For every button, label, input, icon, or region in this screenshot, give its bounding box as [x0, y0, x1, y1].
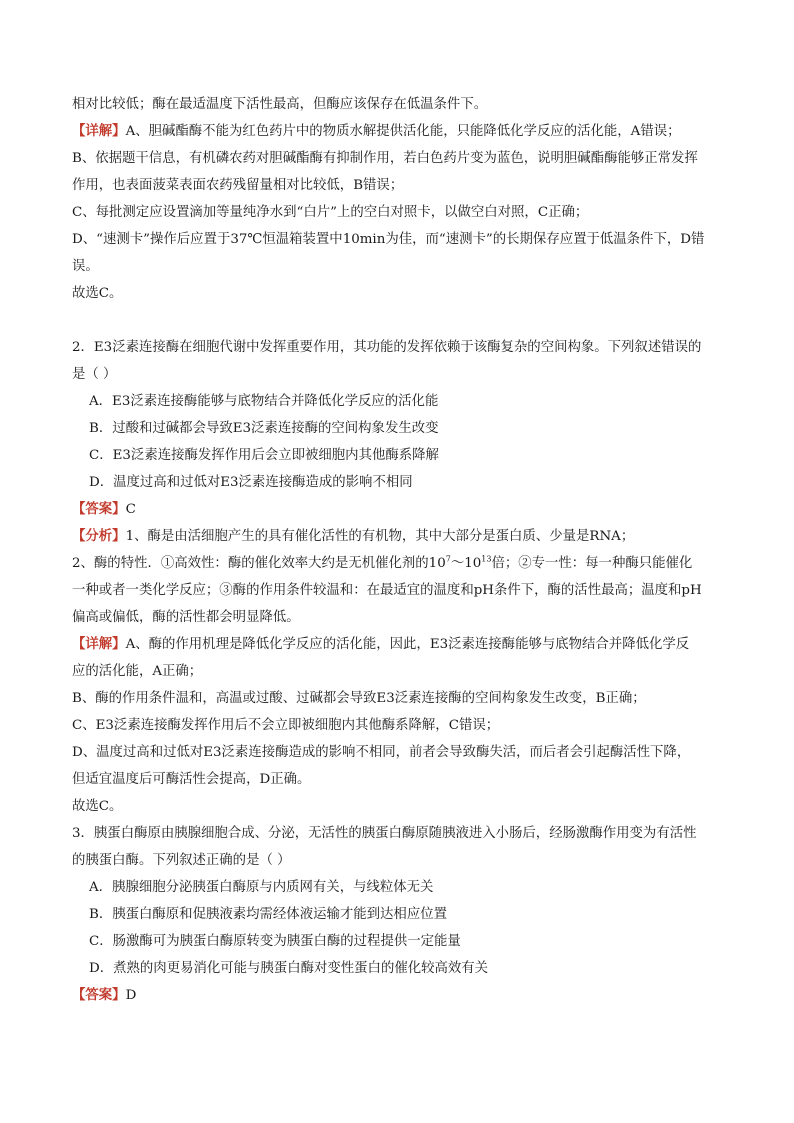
- analysis-line: 偏高或偏低，酶的活性都会明显降低。: [72, 610, 300, 625]
- document-body: [72, 91, 726, 1009]
- conclusion-line: 故选C。: [72, 799, 123, 814]
- analysis-text: 倍；②专一性：每一种酶只能催化: [491, 556, 693, 571]
- analysis-line: [72, 550, 726, 577]
- exponent: 13: [481, 554, 492, 564]
- text-line: 作用，也表面菠菜表面农药残留量相对比较低，B错误；: [72, 178, 404, 193]
- detail-tag: 【详解】: [72, 123, 126, 139]
- detail-line: [72, 631, 726, 658]
- question-3-option-d: D．煮熟的肉更易消化可能与胰蛋白酶对变性蛋白的催化较高效有关: [89, 961, 489, 976]
- analysis-line: [72, 523, 726, 550]
- detail-line: [72, 118, 726, 145]
- detail-text: A、酶的作用机理是降低化学反应的活化能，因此，E3泛素连接酶能够与底物结合并降低化学反: [125, 637, 690, 652]
- text-line: D、温度过高和过低对E3泛素连接酶造成的影响不相同，前者会导致酶失活，而后者会引起酶活性下降，: [72, 745, 691, 760]
- analysis-tag: 【分析】: [72, 528, 126, 544]
- text-line: 但适宜温度后可酶活性会提高，D正确。: [72, 772, 311, 787]
- text-line: D、“速测卡”操作后应置于37℃恒温箱装置中10min为佳，而“速测卡”的长期保存应置于低温条件下，D错: [72, 232, 705, 247]
- answer-tag: 【答案】: [72, 501, 126, 517]
- text-line: B、酶的作用条件温和，高温或过酸、过碱都会导致E3泛素连接酶的空间构象发生改变，B正确；: [72, 691, 646, 706]
- question-2-option-d: D．温度过高和过低对E3泛素连接酶造成的影响不相同: [89, 475, 413, 490]
- detail-tag: 【详解】: [72, 636, 126, 652]
- text-line: 应的活化能，A正确；: [72, 664, 203, 679]
- text-line: C、E3泛素连接酶发挥作用后不会立即被细胞内其他酶系降解，C错误；: [72, 718, 500, 733]
- analysis-text: 2、酶的特性．①高效性：酶的催化效率大约是无机催化剂的10: [72, 556, 446, 571]
- question-3-answer: [72, 982, 726, 1009]
- question-3-option-b: B．胰蛋白酶原和促胰液素均需经体液运输才能到达相应位置: [89, 907, 447, 922]
- question-2-option-a: A．E3泛素连接酶能够与底物结合并降低化学反应的活化能: [89, 394, 439, 409]
- analysis-text: ～10: [450, 556, 482, 571]
- text-line: 误。: [72, 259, 99, 274]
- question-3-option-a: A．胰腺细胞分泌胰蛋白酶原与内质网有关，与线粒体无关: [89, 880, 434, 895]
- answer-value: C: [125, 502, 136, 517]
- question-3-stem-cont: 的胰蛋白酶。下列叙述正确的是（ ）: [72, 853, 291, 868]
- question-3-option-c: C．肠激酶可为胰蛋白酶原转变为胰蛋白酶的过程提供一定能量: [89, 934, 461, 949]
- question-2-option-c: C．E3泛素连接酶发挥作用后会立即被细胞内其他酶系降解: [89, 448, 439, 463]
- question-2-answer: [72, 496, 726, 523]
- answer-tag: 【答案】: [72, 987, 126, 1003]
- analysis-text: 1、酶是由活细胞产生的具有催化活性的有机物，其中大部分是蛋白质、少量是RNA；: [125, 529, 635, 544]
- text-line: C、每批测定应设置滴加等量纯净水到“白片”上的空白对照卡，以做空白对照，C正确；: [72, 205, 589, 220]
- question-3-stem: 3．胰蛋白酶原由胰腺细胞合成、分泌，无活性的胰蛋白酶原随胰液进入小肠后，经肠激酶作用变为有活性: [72, 826, 697, 841]
- spacer: [72, 307, 726, 334]
- question-2-stem-cont: 是（ ）: [72, 367, 117, 382]
- answer-value: D: [125, 988, 137, 1003]
- text-line: B、依据题干信息，有机磷农药对胆碱酯酶有抑制作用，若白色药片变为蓝色，说明胆碱酯酶能够正常发挥: [72, 151, 698, 166]
- detail-text: A、胆碱酯酶不能为红色药片中的物质水解提供活化能，只能降低化学反应的活化能，A错误；: [125, 124, 681, 139]
- question-2-stem: 2．E3泛素连接酶在细胞代谢中发挥重要作用，其功能的发挥依赖于该酶复杂的空间构象。下列叙述错误的: [72, 340, 702, 355]
- text-line: 相对比较低；酶在最适温度下活性最高，但酶应该保存在低温条件下。: [72, 97, 488, 112]
- analysis-line: 一种或者一类化学反应；③酶的作用条件较温和：在最适宜的温度和pH条件下，酶的活性最高；温度和pH: [72, 583, 702, 598]
- question-2-option-b: B．过酸和过碱都会导致E3泛素连接酶的空间构象发生改变: [89, 421, 439, 436]
- exponent: 7: [445, 554, 451, 564]
- conclusion-line: 故选C。: [72, 286, 123, 301]
